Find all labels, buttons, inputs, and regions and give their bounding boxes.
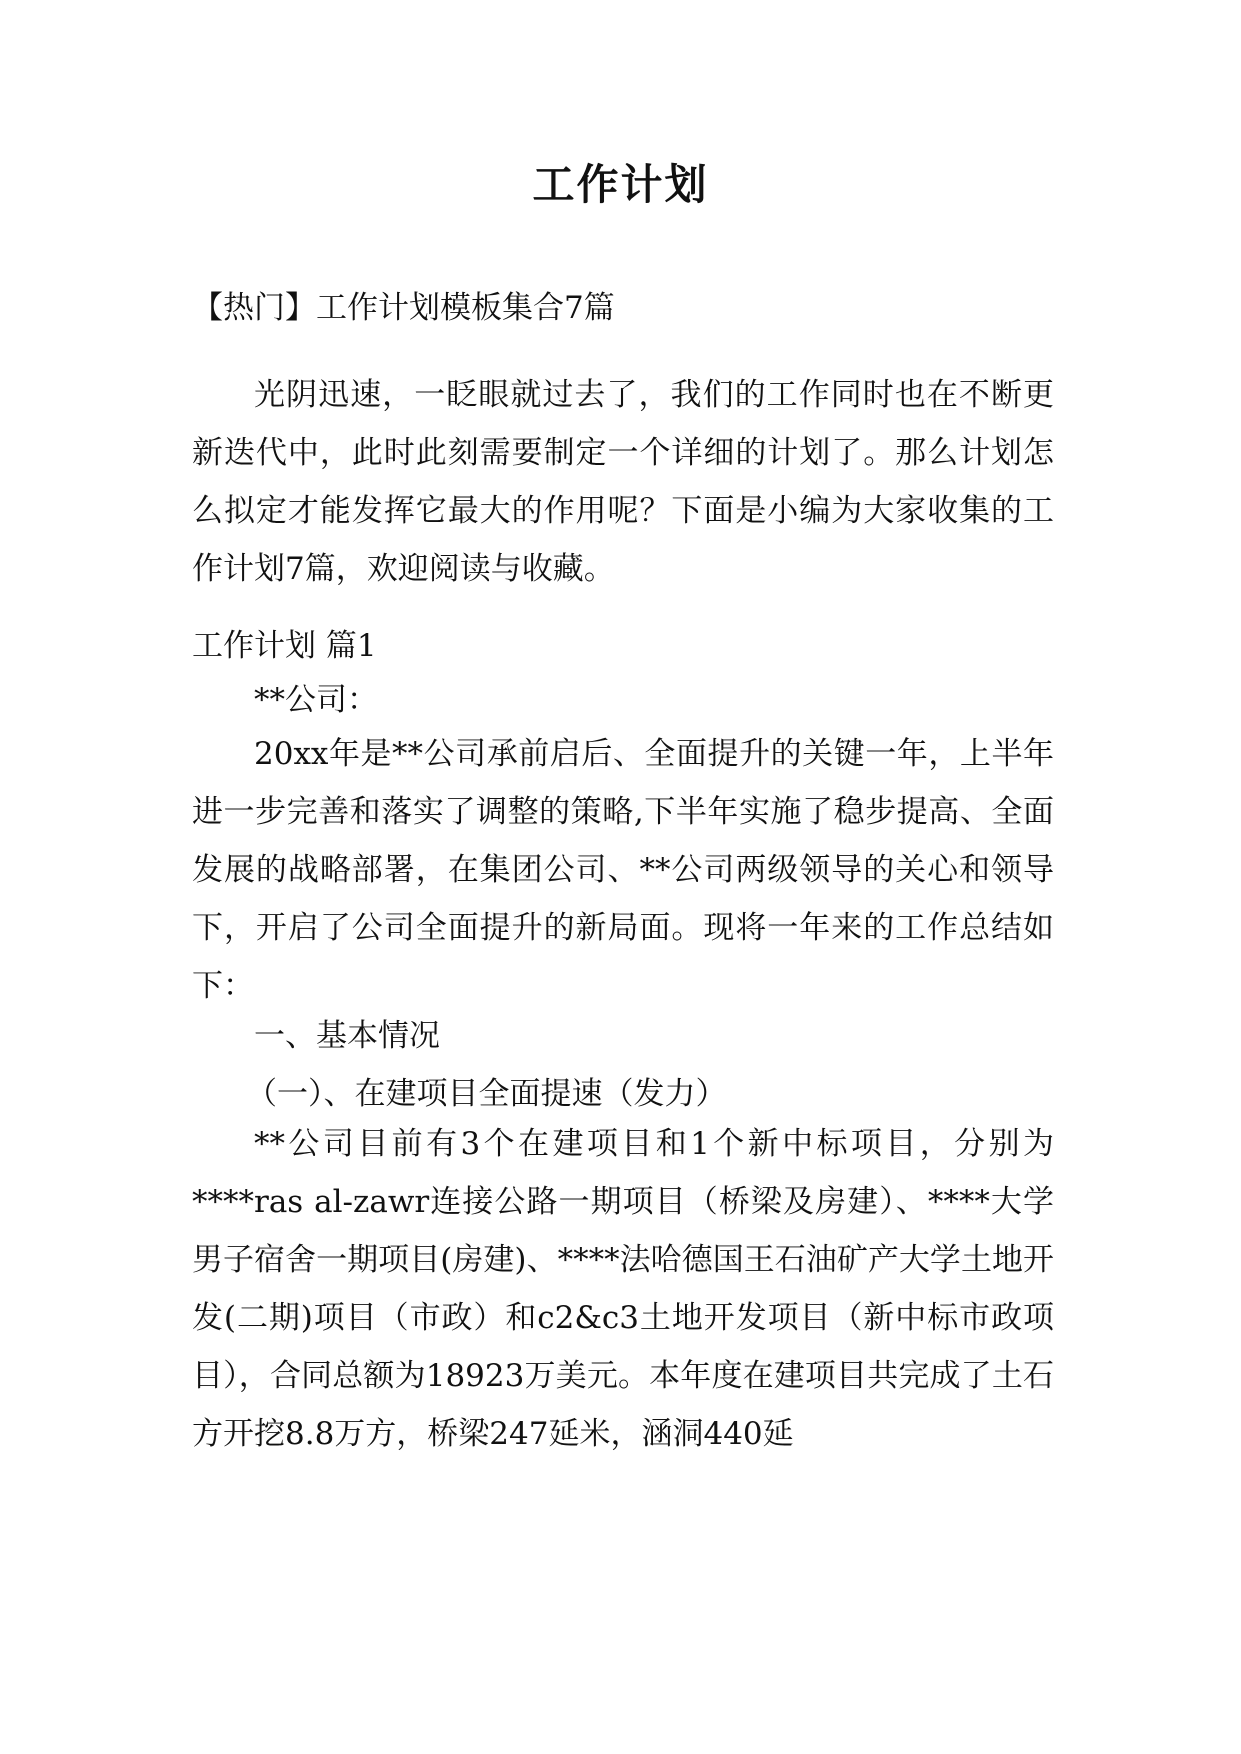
heading-projects: （一）、在建项目全面提速（发力） [246,1076,727,1112]
section-heading: 工作计划 篇1 [192,628,377,664]
heading-basic-situation: 一、基本情况 [254,1018,440,1054]
document-subtitle: 【热门】工作计划模板集合7篇 [192,290,615,326]
page-title: 工作计划 [532,160,709,209]
salutation: **公司： [254,682,378,718]
body-paragraph: **公司目前有3个在建项目和1个新中标项目，分别为****ras al-zawr连接公路一期项目（桥梁及房建）、****大学男子宿舍一期项目(房建)、****法哈德国王石油矿产大学土地开发(二期)项目（市政）和c2&c3土地开发项目（新中标市政项目），合同总额为18923万美元。本年度在建项目共完成了土石方开挖8.8万方，桥梁247延米，涵洞440延 [192,1126,1054,1452]
intro-paragraph: 光阴迅速，一眨眼就过去了，我们的工作同时也在不断更新迭代中，此时此刻需要制定一个详细的计划了。那么计划怎么拟定才能发挥它最大的作用呢？下面是小编为大家收集的工作计划7篇，欢迎阅读与收藏。 [192,377,1054,587]
body-paragraph: 20xx年是**公司承前启后、全面提升的关键一年，上半年进一步完善和落实了调整的策略,下半年实施了稳步提高、全面发展的战略部署，在集团公司、**公司两级领导的关心和领导下，开启了公司全面提升的新局面。现将一年来的工作总结如下： [192,736,1054,1004]
